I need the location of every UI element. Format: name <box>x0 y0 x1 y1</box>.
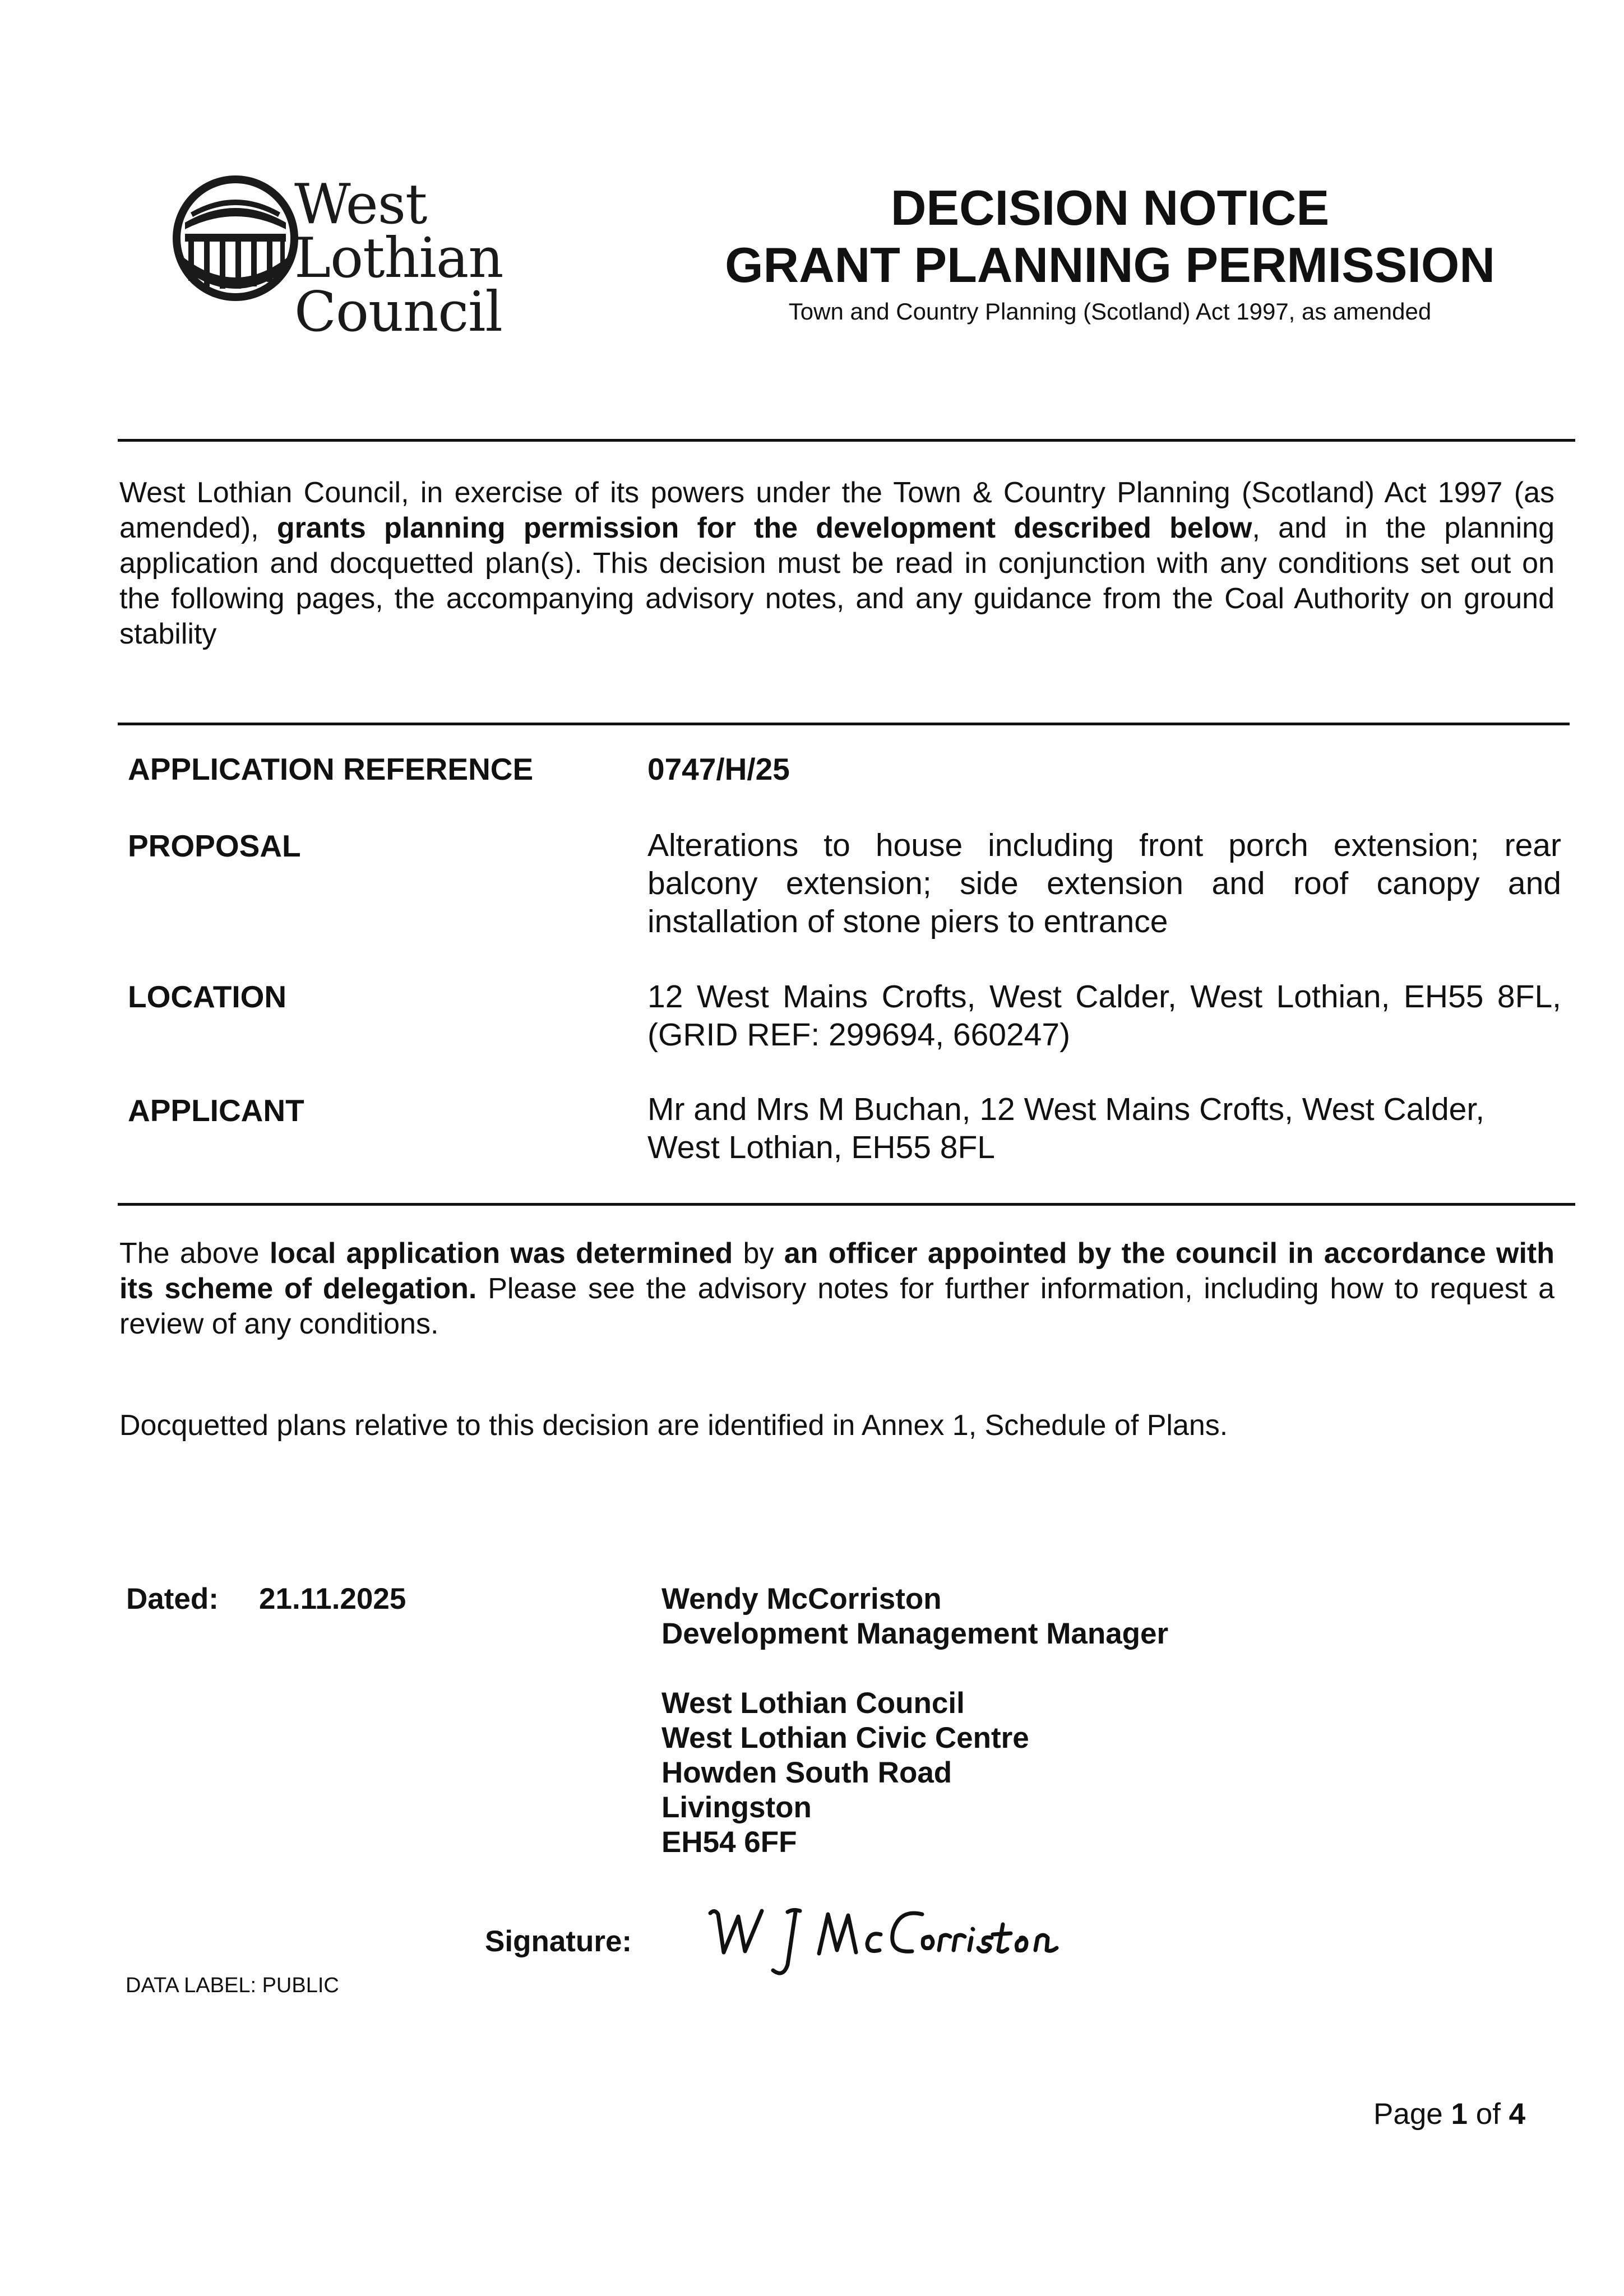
act-reference: Town and Country Planning (Scotland) Act 1997, as amended <box>788 298 1432 325</box>
application-reference-label: APPLICATION REFERENCE <box>128 752 534 786</box>
application-reference-value: 0747/H/25 <box>647 752 790 786</box>
determination-paragraph <box>119 1236 1554 1342</box>
signatory-block <box>661 1582 1168 1651</box>
divider-application-bottom <box>118 1203 1575 1206</box>
council-logo <box>168 171 628 344</box>
proposal-value: Alterations to house including front porch extension; rear balcony extension; side extension and roof canopy and installation of stone piers to entrance <box>647 827 1561 939</box>
intro-paragraph <box>119 475 1554 652</box>
determination-bold-1: local application was determined <box>269 1237 733 1270</box>
determination-text-2: by <box>733 1237 784 1270</box>
document-subtitle-heading: GRANT PLANNING PERMISSION <box>725 237 1495 293</box>
page-number <box>1373 2096 1525 2132</box>
council-address <box>661 1686 1029 1860</box>
address-line5: EH54 6FF <box>661 1826 797 1859</box>
document-title-block <box>695 179 1525 327</box>
logo-text-line2: Council <box>294 280 502 344</box>
logo-text-line1: West Lothian <box>294 173 503 290</box>
intro-text-2: , and in the planning application and docquetted plan(s). This decision must be read in conjunction with any conditions set out on the following pages, the accompanying advisory notes, and any guidance from the Coal Authority on ground stability <box>119 512 1555 650</box>
proposal-label: PROPOSAL <box>128 828 301 863</box>
signature-scribble-icon <box>704 1892 1118 1982</box>
page-current: 1 <box>1451 2098 1468 2131</box>
determination-text-3: Please see the advisory notes for further information, including how to request a review of any conditions. <box>119 1272 1554 1340</box>
address-line2: West Lothian Civic Centre <box>661 1721 1029 1755</box>
intro-text-1: West Lothian Council, in exercise of its powers under the Town & Country Planning (Scotland) Act 1997 (as amended), <box>119 476 1554 544</box>
divider-application-top <box>118 723 1570 725</box>
dated-label: Dated: <box>126 1582 219 1615</box>
document-title: DECISION NOTICE <box>890 180 1330 235</box>
dated-value: 21.11.2025 <box>259 1582 406 1615</box>
address-line3: Howden South Road <box>661 1756 952 1789</box>
determination-text-1: The above <box>119 1237 270 1270</box>
location-label: LOCATION <box>128 979 287 1014</box>
handwritten-signature <box>704 1892 1118 1982</box>
data-classification-label: DATA LABEL: PUBLIC <box>126 1974 339 1997</box>
viaduct-emblem-icon <box>168 171 303 305</box>
signatory-title: Development Management Manager <box>661 1617 1169 1650</box>
page-middle: of <box>1468 2098 1509 2131</box>
address-line1: West Lothian Council <box>661 1687 965 1720</box>
divider-top <box>118 439 1575 442</box>
signature-label: Signature: <box>485 1925 632 1958</box>
location-value: 12 West Mains Crofts, West Calder, West Lothian, EH55 8FL, (GRID REF: 299694, 660247) <box>647 979 1561 1053</box>
signatory-name: Wendy McCorriston <box>661 1582 942 1615</box>
applicant-value-line1: Mr and Mrs M Buchan, 12 West Mains Crofts, West Calder, <box>647 1091 1485 1127</box>
applicant-value-line2: West Lothian, EH55 8FL <box>647 1130 995 1165</box>
intro-text-bold: grants planning permission for the development described below <box>276 512 1252 544</box>
applicant-label: APPLICANT <box>128 1093 304 1128</box>
page-total: 4 <box>1509 2098 1526 2131</box>
address-line4: Livingston <box>661 1791 812 1824</box>
docquetted-plans-note: Docquetted plans relative to this decision are identified in Annex 1, Schedule of Plans. <box>119 1409 1228 1442</box>
determination-bold-2: an officer appointed by the council in accordance with its scheme of delegation. <box>119 1237 1555 1305</box>
applicant-value <box>647 1090 1561 1166</box>
page-prefix: Page <box>1373 2098 1451 2131</box>
